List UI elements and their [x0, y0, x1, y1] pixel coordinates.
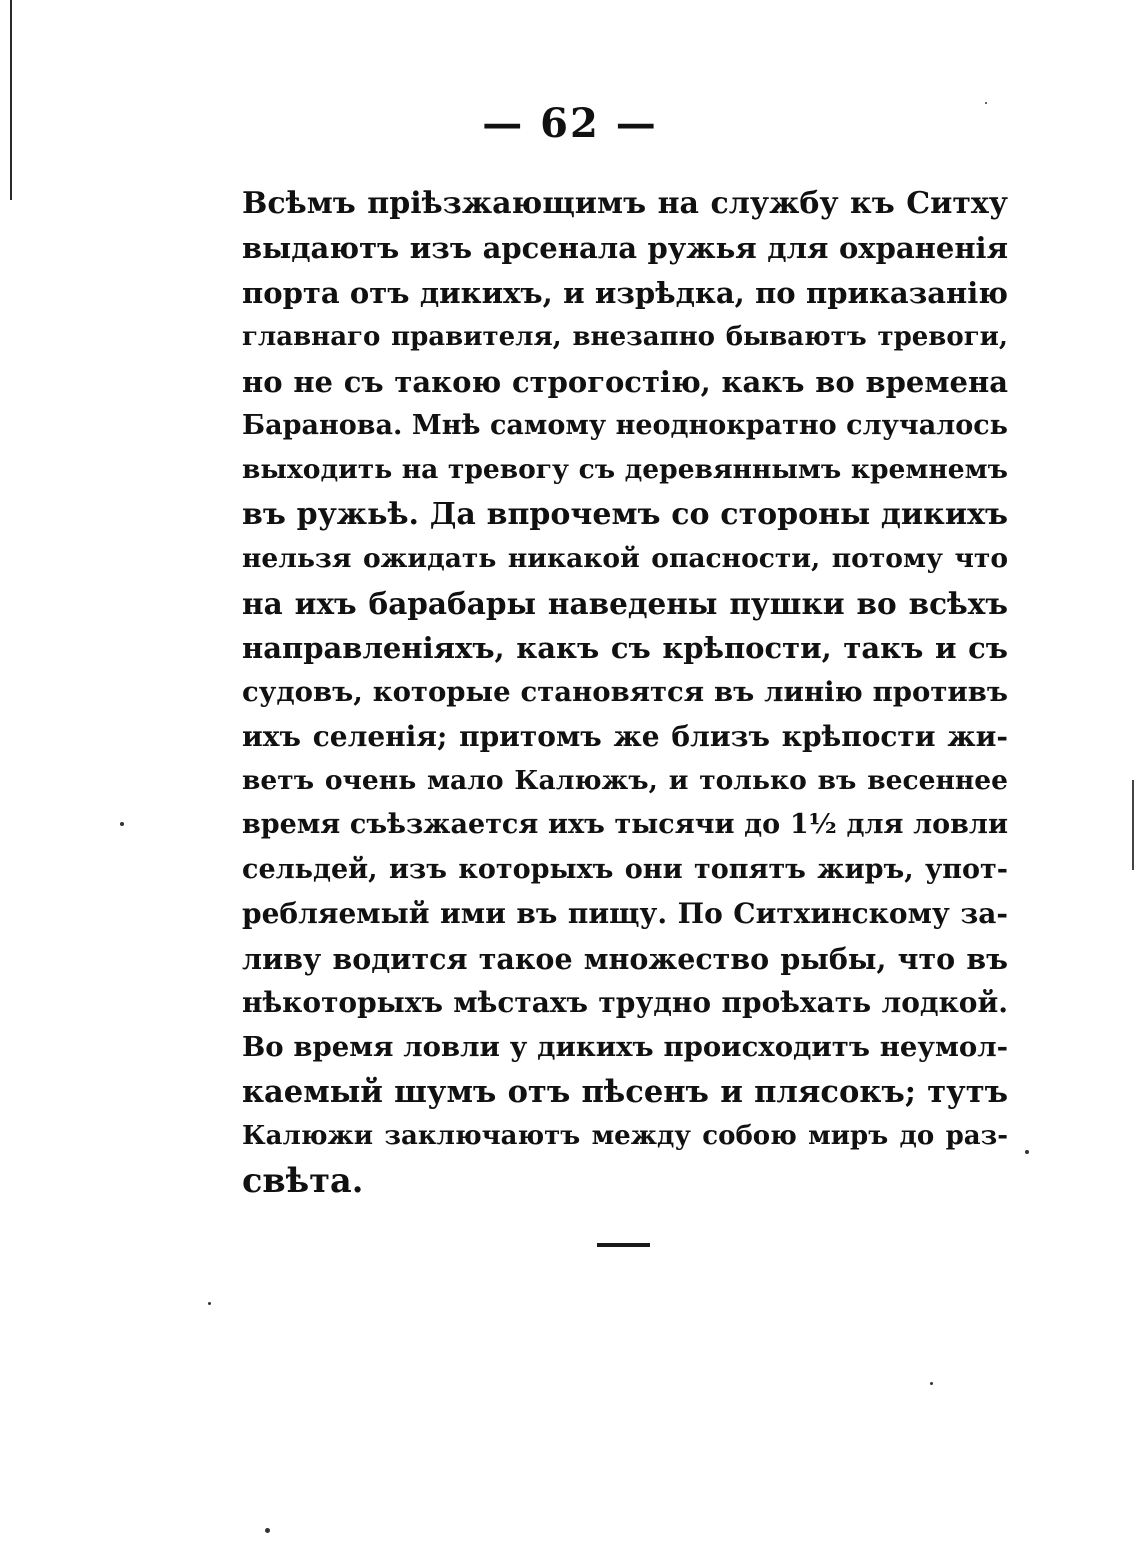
- text-line: ихъ селенія; притомъ же близъ крѣпости жи-: [242, 719, 1008, 753]
- text-line: Баранова. Мнѣ самому неоднократно случалось: [242, 409, 1008, 441]
- text-line: Всѣмъ пріѣзжающимъ на службу къ Ситху: [242, 186, 1008, 221]
- text-line: порта отъ дикихъ, и изрѣдка, по приказанію: [242, 275, 1008, 310]
- text-line: нельзя ожидать никакой опасности, потому что: [242, 543, 1008, 575]
- scan-speck: [265, 1528, 270, 1533]
- text-line: Во время ловли у дикихъ происходитъ неумол-: [242, 1031, 1008, 1064]
- text-line: ребляемый ими въ пищу. По Ситхинскому за-: [242, 897, 1008, 931]
- text-line: направленіяхъ, какъ съ крѣпости, такъ и съ: [242, 630, 1008, 665]
- text-line-final: свѣта.: [242, 1160, 364, 1200]
- text-line: выдаютъ изъ арсенала ружья для охраненія: [242, 231, 1008, 266]
- text-line: но не съ такою строгостію, какъ во времена: [242, 364, 1008, 399]
- scan-speck: [1025, 1150, 1029, 1154]
- text-line: судовъ, которые становятся въ линію противъ: [242, 676, 1008, 709]
- scan-speck: [208, 1302, 211, 1305]
- page-number: — 62 —: [482, 100, 658, 147]
- scan-speck: [120, 822, 124, 826]
- text-line: выходить на тревогу съ деревяннымъ кремнемъ: [242, 454, 1008, 486]
- scan-speck: [985, 102, 987, 104]
- text-line: время съѣзжается ихъ тысячи до 1½ для ловли: [242, 809, 1008, 841]
- text-line: главнаго правителя, внезапно бываютъ тревоги,: [242, 322, 1008, 353]
- section-end-rule: [597, 1243, 650, 1247]
- scan-edge-right: [1132, 780, 1134, 870]
- text-line: каемый шумъ отъ пѣсенъ и плясокъ; тутъ: [242, 1073, 1008, 1110]
- text-line: сельдей, изъ которыхъ они топятъ жиръ, упот-: [242, 853, 1008, 885]
- scan-speck: [930, 1382, 933, 1385]
- text-line: ветъ очень мало Калюжъ, и только въ весеннее: [242, 765, 1008, 797]
- text-line: на ихъ барабары наведены пушки во всѣхъ: [242, 585, 1008, 621]
- text-line: ливу водится такое множество рыбы, что въ: [242, 941, 1008, 976]
- text-line: Калюжи заключаютъ между собою миръ до раз-: [242, 1121, 1008, 1152]
- text-line: въ ружьѣ. Да впрочемъ со стороны дикихъ: [242, 496, 1008, 532]
- body-text: [242, 182, 1008, 1203]
- text-line: нѣкоторыхъ мѣстахъ трудно проѣхать лодкой.: [242, 986, 1008, 1020]
